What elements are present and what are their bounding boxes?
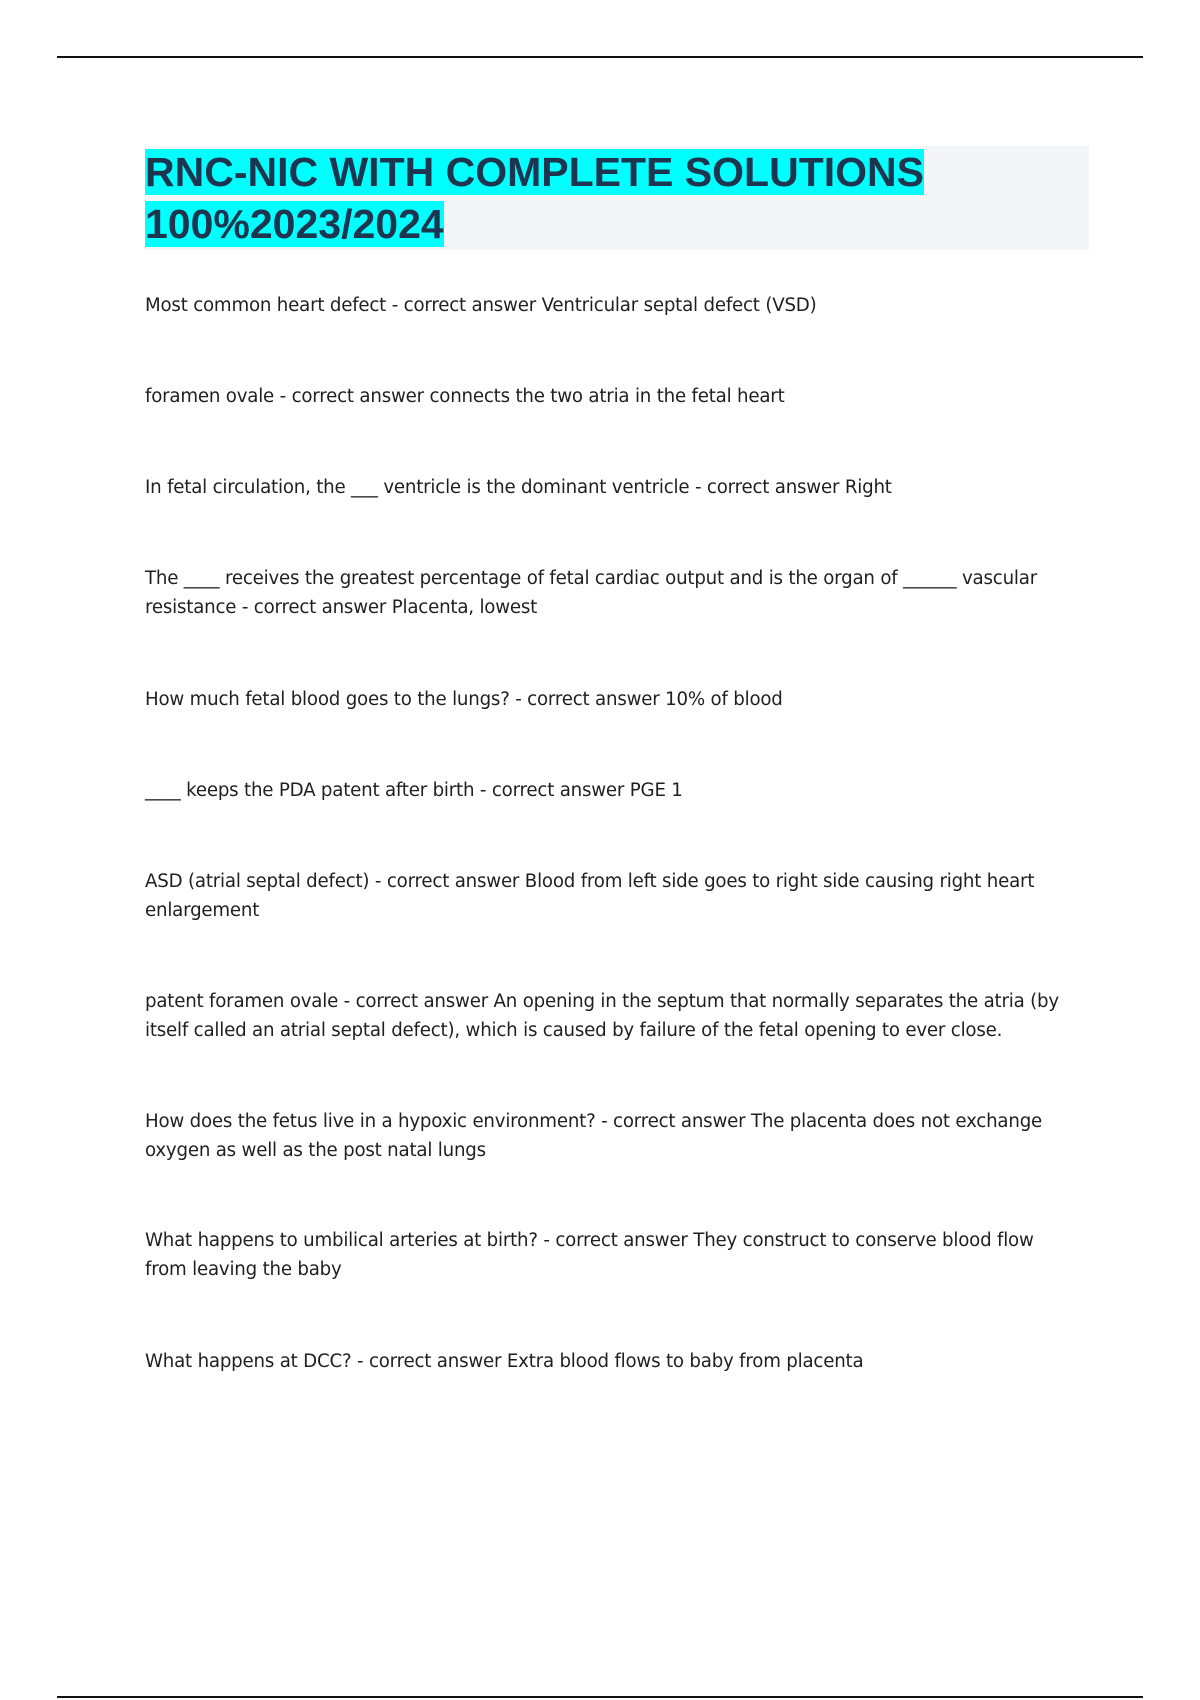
qa-item: patent foramen ovale - correct answer An opening in the septum that normally separates the atria (by itself called an atrial septal defect), which is caused by failure of the fetal opening to ever close. — [145, 991, 1059, 1041]
qa-item: The ____ receives the greatest percentage of fetal cardiac output and is the organ of ______ vascular resistance - correct answer Placenta, lowest — [145, 568, 1037, 618]
qa-item: What happens at DCC? - correct answer Extra blood flows to baby from placenta — [145, 1351, 864, 1372]
qa-item: How does the fetus live in a hypoxic environment? - correct answer The placenta does not exchange oxygen as well as the post natal lungs — [145, 1111, 1043, 1161]
footer-rule — [57, 1696, 1143, 1698]
document-title — [145, 146, 1005, 250]
header-rule — [57, 56, 1143, 58]
qa-item: What happens to umbilical arteries at birth? - correct answer They construct to conserve blood flow from leaving the baby — [145, 1230, 1034, 1280]
title-highlight: RNC-NIC WITH COMPLETE SOLUTIONS 100%2023/2024 — [145, 149, 924, 247]
qa-item: Most common heart defect - correct answer Ventricular septal defect (VSD) — [145, 295, 817, 316]
qa-item: ____ keeps the PDA patent after birth - correct answer PGE 1 — [145, 780, 683, 801]
qa-item: ASD (atrial septal defect) - correct answer Blood from left side goes to right side causing right heart enlargement — [145, 871, 1035, 921]
qa-item: In fetal circulation, the ___ ventricle is the dominant ventricle - correct answer Right — [145, 477, 892, 498]
qa-item: How much fetal blood goes to the lungs? - correct answer 10% of blood — [145, 689, 783, 710]
qa-item: foramen ovale - correct answer connects the two atria in the fetal heart — [145, 386, 785, 407]
